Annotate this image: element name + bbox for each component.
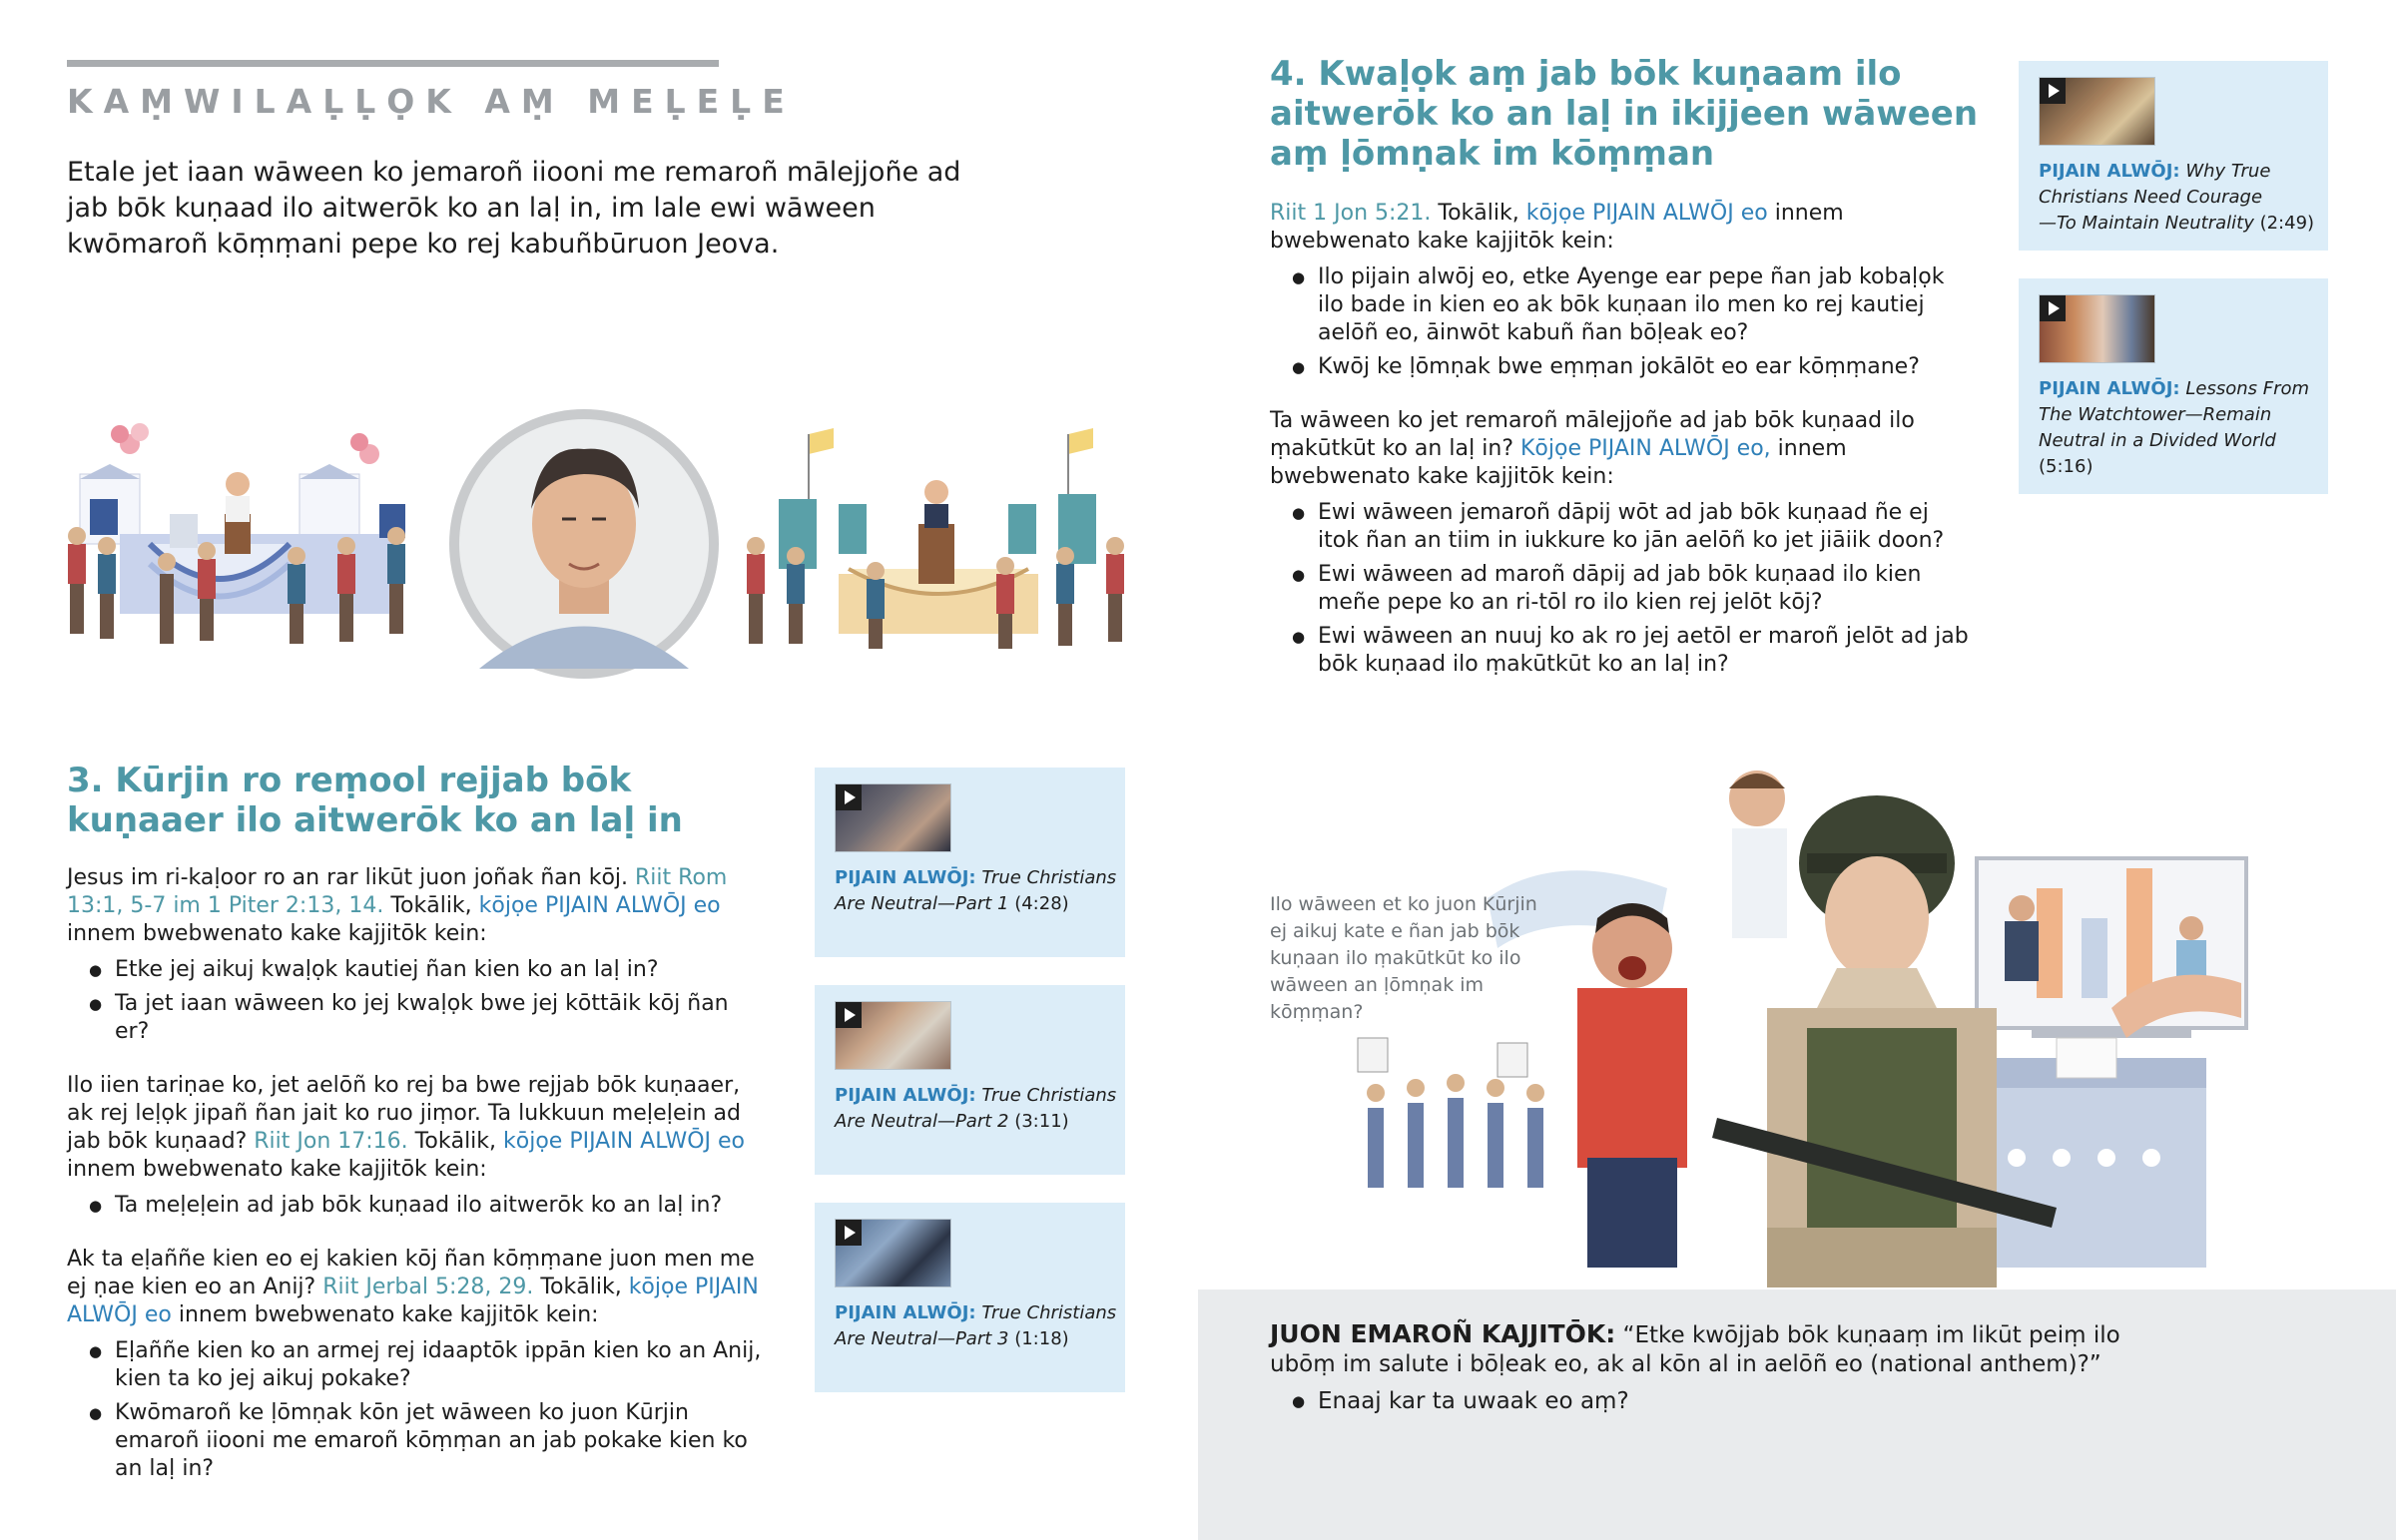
section-4-heading: 4. Kwaḷọk aṃ jab bōk kuṇaam ilo aitwerōk ko an laḷ in ikijjeen wāween aṃ ḷōmṇak im kōṃṃan <box>1270 54 1979 174</box>
section-3-questions-2 <box>67 1192 766 1220</box>
list-item: ● Ewi wāween jemaroñ dāpij wōt ad jab bōk kuṇaad ñe ej itok ñan an tiim in iukkure ko jān aelōñ ko jet jiāiik doon? <box>1318 499 1969 555</box>
video-box-watchtower[interactable] <box>2019 278 2328 494</box>
list-item: ● Kwōmaroñ ke ḷōmṇak kōn jet wāween ko juon Kūrjin emaroñ iiooni me emaroñ kōṃṃan an jab pokake kien ko an laḷ in? <box>115 1399 766 1483</box>
video-link[interactable]: kōjọe PIJAIN ALWŌJ eo <box>67 1275 759 1327</box>
video-link[interactable]: kōjọe PIJAIN ALWŌJ eo <box>503 1129 745 1154</box>
video-box-part-3[interactable] <box>815 1203 1125 1392</box>
shouting-man <box>1729 770 1787 938</box>
illustration-caption: Ilo wāween et ko juon Kūrjin ej aikuj kate e ñan jab bōk kuṇaan ilo ṃakūtkūt ko ilo wāween an ḷōmṇak im kōṃṃan? <box>1270 893 1537 1023</box>
protest-crowd <box>1358 1038 1544 1188</box>
section-4-body <box>1270 200 1969 689</box>
video-caption: PIJAIN ALWŌJ: Lessons From The Watchtower—Remain Neutral in a Divided World (5:16) <box>2039 378 2310 477</box>
video-thumbnail[interactable] <box>2039 294 2155 363</box>
section-4-para-1: Riit 1 Jon 5:21. Tokālik, kōjọe PIJAIN ALWŌJ eo innem bwebwenato kake kajjitōk kein: <box>1270 201 1844 254</box>
list-item: ● Etke jej aikuj kwaḷọk kautiej ñan kien ko an laḷ in? <box>115 956 766 984</box>
video-box-part-2[interactable] <box>815 985 1125 1175</box>
list-item: ● Ta jet iaan wāween ko jej kwaḷọk bwe jej kōttāik kōj ñan er? <box>115 990 766 1046</box>
kicker-rule <box>67 60 719 67</box>
list-item: ● Ilo pijain alwōj eo, etke Ayenge ear pepe ñan jab kobaḷọk ilo bade in kien eo ak bōk kuṇaan ilo men ko rej kautiej aelōñ eo, āinwōt kabuñ ñan bōḷeak eo? <box>1318 263 1969 347</box>
section-4-questions-2 <box>1270 499 1969 679</box>
video-thumbnail[interactable] <box>2039 77 2155 146</box>
video-caption: PIJAIN ALWŌJ: True Christians Are Neutral—Part 2 (3:11) <box>835 1085 1117 1132</box>
video-thumbnail[interactable] <box>835 783 951 852</box>
section-3-para-2: Ilo iien tariṇae ko, jet aelōñ ko rej ba bwe rejjab bōk kuṇaaer, ak rej leḷọk jipañ ñan jait ko ruo jiṃor. Ta lukkuun meḷeḷein ad jab bōk kuṇaad? Riit Jon 17:16. Tokālik, kōjọe PIJAIN ALWŌJ eo innem bwebwenato kake kajjitōk kein: <box>67 1073 745 1182</box>
scripture-link[interactable]: Riit Rom 13:1, 5-7 im 1 Piter 2:13, 14. <box>67 865 728 918</box>
list-item: ● Ewi wāween ad maroñ dāpij ad jab bōk kuṇaad ilo kien meñe pepe ko an ri-tōl ro ilo kien rej jelōt kōj? <box>1318 561 1969 617</box>
kicker-title: KAṂWILAḶḶỌK AṂ MEḶEḶE <box>67 82 796 121</box>
rally-illustration <box>60 404 1158 689</box>
play-icon[interactable] <box>2040 295 2066 321</box>
video-link[interactable]: Kōjọe PIJAIN ALWŌJ eo, <box>1520 436 1771 461</box>
question-label: JUON EMAROÑ KAJJITŌK: <box>1270 1319 1616 1348</box>
left-rally-scene <box>68 423 405 644</box>
question-bullets <box>1270 1387 2148 1416</box>
section-3-para-3: Ak ta eḷaññe kien eo ej kakien kōj ñan kōṃṃane juon men me ej ṇae kien eo an Anij? Riit Jerbal 5:28, 29. Tokālik, kōjọe PIJAIN ALWŌJ eo innem bwebwenato kake kajjitōk kein: <box>67 1247 759 1327</box>
scripture-link[interactable]: Riit 1 Jon 5:21. <box>1270 201 1432 226</box>
intro-paragraph: Etale jet iaan wāween ko jemaroñ iiooni me remaroñ mālejjoñe ad jab bōk kuṇaad ilo aitwerōk ko an laḷ in, im lale ewi wāween kwōmaroñ kōṃṃani pepe ko rej kabuñbūruon Jeova. <box>67 157 961 259</box>
video-caption: PIJAIN ALWŌJ: True Christians Are Neutral—Part 1 (4:28) <box>835 867 1117 914</box>
scripture-link[interactable]: Riit Jon 17:16. <box>254 1129 408 1154</box>
video-box-part-1[interactable] <box>815 768 1125 957</box>
list-item: ● Kwōj ke ḷōmṇak bwe eṃṃan jokālōt eo ear kōṃṃane? <box>1318 353 1969 381</box>
section-3-body <box>67 864 766 1493</box>
list-item: ● Eḷaññe kien ko an armej rej idaaptōk ippān kien ko an Anij, kien ta ko jej aikuj pokake? <box>115 1337 766 1393</box>
video-box-courage[interactable] <box>2019 61 2328 251</box>
section-3-para-1: Jesus im ri-kaḷoor ro an rar likūt juon joñak ñan kōj. Riit Rom 13:1, 5-7 im 1 Piter 2:13, 14. Tokālik, kōjọe PIJAIN ALWŌJ eo innem bwebwenato kake kajjitōk kein: <box>67 865 728 946</box>
right-rally-scene <box>747 428 1124 649</box>
play-icon[interactable] <box>836 1220 862 1246</box>
list-item: ● Enaaj kar ta uwaak eo aṃ? <box>1318 1387 2148 1416</box>
video-caption: PIJAIN ALWŌJ: Why True Christians Need Courage —To Maintain Neutrality (2:49) <box>2039 161 2315 234</box>
section-3-heading: 3. Kūrjin ro reṃool rejjab bōk kuṇaaer ilo aitwerōk ko an laḷ in <box>67 761 683 840</box>
video-thumbnail[interactable] <box>835 1001 951 1070</box>
portrait-medallion <box>449 409 719 679</box>
list-item: ● Ta meḷeḷein ad jab bōk kuṇaad ilo aitwerōk ko an laḷ in? <box>115 1192 766 1220</box>
video-thumbnail[interactable] <box>835 1219 951 1287</box>
video-link[interactable]: kōjọe PIJAIN ALWŌJ eo <box>478 893 721 918</box>
list-item: ● Ewi wāween an nuuj ko ak ro jej aetōl er maroñ jelōt ad jab bōk kuṇaad ilo ṃakūtkūt ko an laḷ in? <box>1318 623 1969 679</box>
video-caption: PIJAIN ALWŌJ: True Christians Are Neutral—Part 3 (1:18) <box>835 1302 1117 1349</box>
video-link[interactable]: kōjọe PIJAIN ALWŌJ eo <box>1525 201 1768 226</box>
play-icon[interactable] <box>836 784 862 810</box>
section-4-para-2: Ta wāween ko jet remaroñ mālejjoñe ad jab bōk kuṇaad ilo ṃakūtkūt ko an laḷ in? Kōjọe PIJAIN ALWŌJ eo, innem bwebwenato kake kajjitōk kein: <box>1270 408 1915 489</box>
possible-question: JUON EMAROÑ KAJJITŌK: “Etke kwōjjab bōk kuṇaaṃ im likūt peiṃ ilo ubōṃ im salute i bōḷeak eo, ak al kōn al in aelōñ eo (national anthem)?” ● Enaaj kar ta uwaak eo aṃ? <box>1270 1319 2148 1426</box>
scripture-link[interactable]: Riit Jerbal 5:28, 29. <box>322 1275 534 1299</box>
play-icon[interactable] <box>2040 78 2066 104</box>
section-4-questions-1 <box>1270 263 1969 381</box>
section-3-questions-1 <box>67 956 766 1046</box>
play-icon[interactable] <box>836 1002 862 1028</box>
section-3-questions-3 <box>67 1337 766 1483</box>
